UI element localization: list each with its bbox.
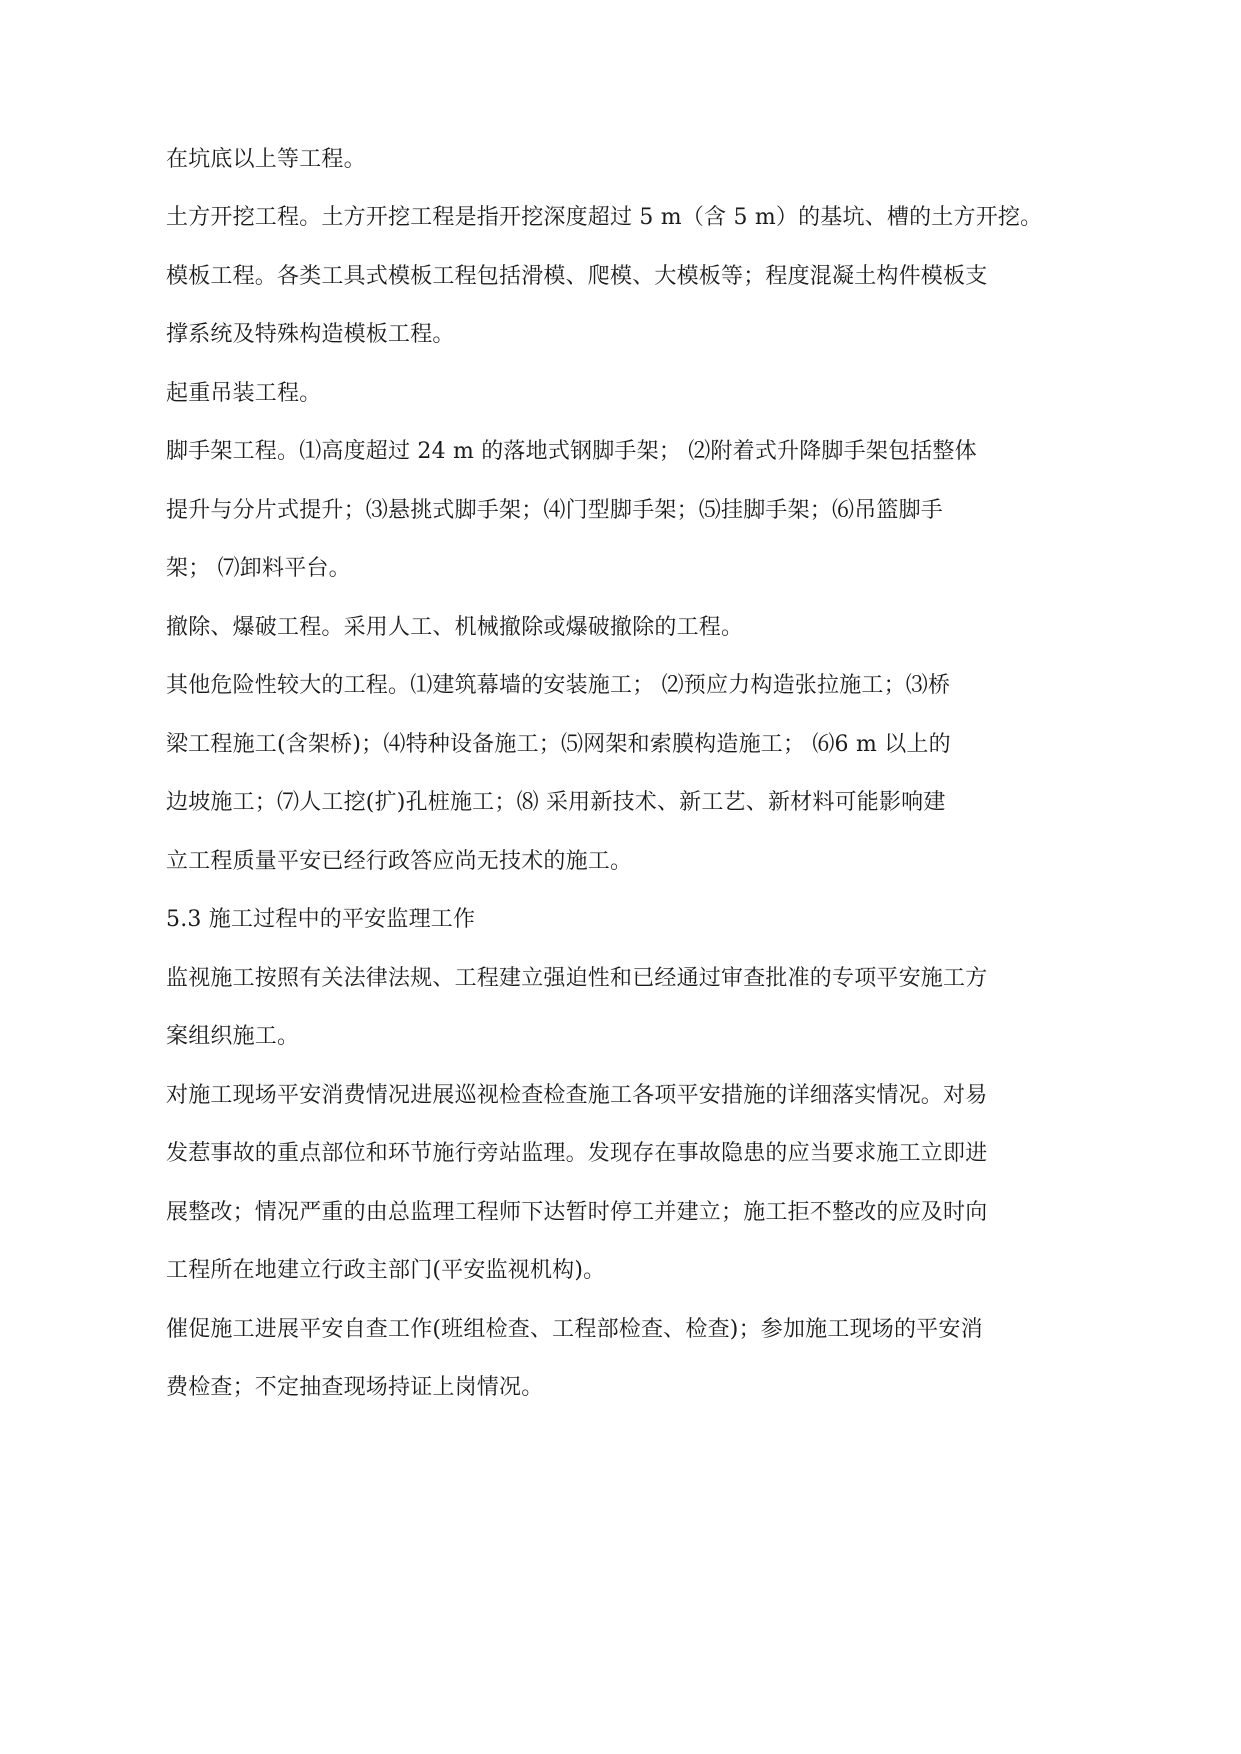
text-line: 对施工现场平安消费情况进展巡视检查检查施工各项平安措施的详细落实情况。对易 — [166, 1083, 988, 1108]
text-line: 监视施工按照有关法律法规、工程建立强迫性和已经通过审查批准的专项平安施工方 — [166, 966, 988, 991]
text-line: 催促施工进展平安自查工作(班组检查、工程部检查、检查)；参加施工现场的平安消 — [166, 1317, 983, 1342]
text-line: 架； ⑺卸料平台。 — [166, 556, 351, 581]
text-line: 起重吊装工程。 — [166, 381, 322, 406]
text-line: 案组织施工。 — [166, 1024, 300, 1049]
text-line: 提升与分片式提升；⑶悬挑式脚手架；⑷门型脚手架；⑸挂脚手架；⑹吊篮脚手 — [166, 498, 944, 523]
text-line: 脚手架工程。⑴高度超过 24 m 的落地式钢脚手架； ⑵附着式升降脚手架包括整体 — [166, 439, 977, 464]
text-line: 撑系统及特殊构造模板工程。 — [166, 322, 455, 347]
text-line: 土方开挖工程。土方开挖工程是指开挖深度超过 5 m（含 5 m）的基坑、槽的土方开挖。 — [166, 205, 1043, 230]
text-line: 费检查；不定抽查现场持证上岗情况。 — [166, 1375, 544, 1400]
text-line: 其他危险性较大的工程。⑴建筑幕墙的安装施工； ⑵预应力构造张拉施工；⑶桥 — [166, 673, 951, 698]
section-heading: 5.3 施工过程中的平安监理工作 — [166, 907, 476, 932]
text-line: 梁工程施工(含架桥)；⑷特种设备施工；⑸网架和索膜构造施工； ⑹6 m 以上的 — [166, 732, 951, 757]
text-line: 工程所在地建立行政主部门(平安监视机构)。 — [166, 1258, 606, 1283]
text-line: 边坡施工；⑺人工挖(扩)孔桩施工；⑻ 采用新技术、新工艺、新材料可能影响建 — [166, 790, 946, 815]
text-line: 发惹事故的重点部位和环节施行旁站监理。发现存在事故隐患的应当要求施工立即进 — [166, 1141, 988, 1166]
text-line: 撤除、爆破工程。采用人工、机械撤除或爆破撤除的工程。 — [166, 615, 744, 640]
text-line: 模板工程。各类工具式模板工程包括滑模、爬模、大模板等；程度混凝土构件模板支 — [166, 264, 988, 289]
text-line: 在坑底以上等工程。 — [166, 147, 366, 172]
text-line: 展整改；情况严重的由总监理工程师下达暂时停工并建立；施工拒不整改的应及时向 — [166, 1200, 988, 1225]
text-line: 立工程质量平安已经行政答应尚无技术的施工。 — [166, 849, 633, 874]
